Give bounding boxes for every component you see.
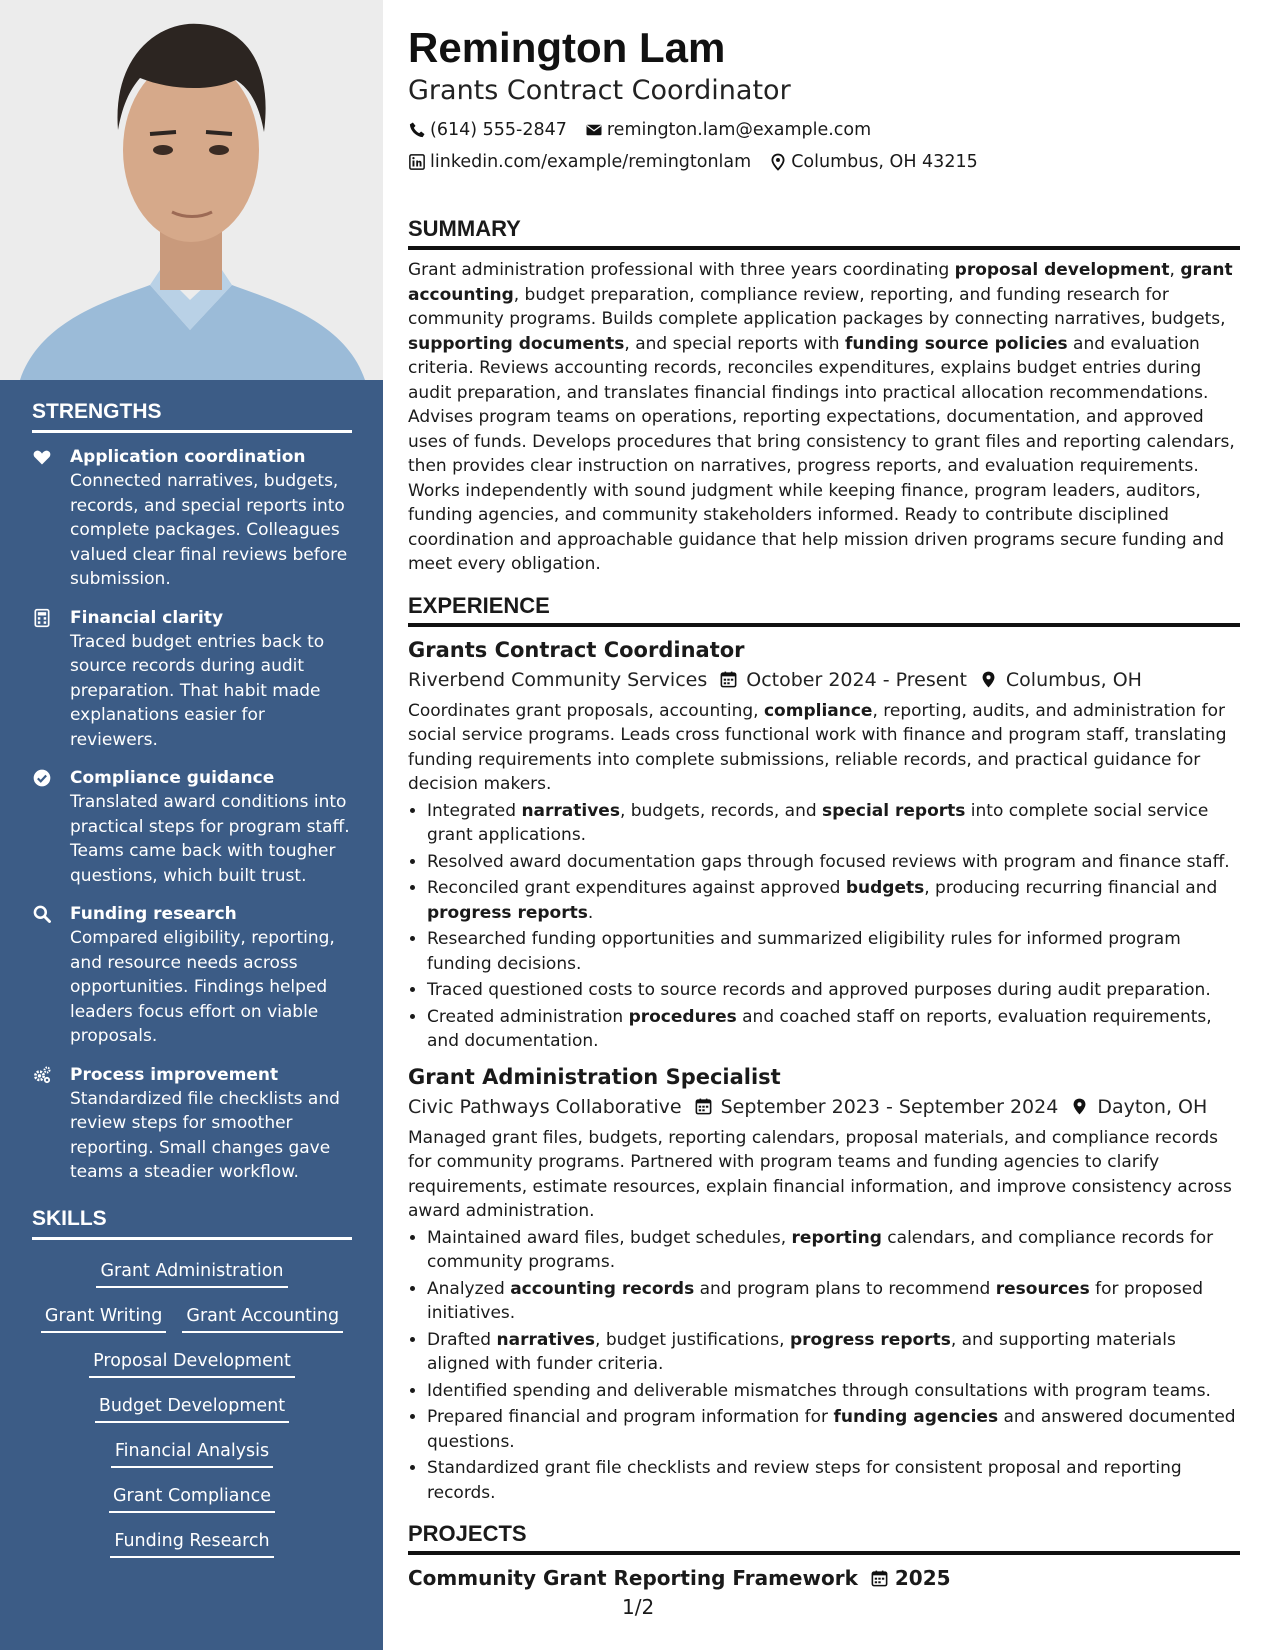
candidate-role: Grants Contract Coordinator [408, 75, 791, 106]
job-description: Managed grant files, budgets, reporting calendars, proposal materials, and compliance records for community programs. Partnered with program teams and funding agencies to clarify requirements, estimate resources, explain financial information, and improve consistency across award administration. [408, 1127, 1232, 1221]
calendar-icon [694, 1097, 713, 1116]
job-bullets [408, 799, 1240, 1054]
strength-item [32, 1063, 352, 1185]
heart-icon [32, 445, 70, 592]
skill-tag: Funding Research [110, 1527, 273, 1558]
envelope-icon [585, 121, 603, 139]
job-title: Grants Contract Coordinator [408, 637, 745, 662]
strength-item [32, 766, 352, 888]
skill-tag: Proposal Development [89, 1347, 295, 1378]
job-dates: September 2023 - September 2024 [720, 1095, 1059, 1118]
list-item: • Reconciled grant expenditures against approved budgets, producing recurring financial and progress reports. [427, 876, 1240, 925]
location-text: Columbus, OH 43215 [791, 152, 978, 172]
location-contact [769, 146, 978, 178]
page-number: 1/2 [622, 1595, 655, 1619]
phone-contact [408, 114, 567, 146]
main-content [408, 22, 1240, 1593]
map-pin-icon [979, 670, 998, 689]
sidebar-content [32, 400, 352, 1565]
job-meta [408, 665, 1240, 695]
gears-icon [32, 1063, 70, 1185]
list-item: • Drafted narratives, budget justifications, progress reports, and supporting materials aligned with funder criteria. [427, 1328, 1240, 1377]
contact-row [408, 114, 1240, 146]
project-entry [408, 1563, 1240, 1593]
list-item: • Integrated narratives, budgets, records, and special reports into complete social service grant applications. [427, 799, 1240, 848]
list-item: • Maintained award files, budget schedules, reporting calendars, and compliance records for community programs. [427, 1226, 1240, 1275]
strength-desc: Compared eligibility, reporting, and resource needs across opportunities. Findings helped leaders focus effort on viable proposals. [70, 928, 335, 1046]
list-item: • Identified spending and deliverable mismatches through consultations with program teams. [427, 1379, 1240, 1404]
strength-desc: Translated award conditions into practical steps for program staff. Teams came back with tougher questions, which built trust. [70, 792, 350, 886]
search-icon [32, 902, 70, 1049]
skill-tag: Budget Development [95, 1392, 289, 1423]
linkedin-link[interactable]: linkedin.com/example/remingtonlam [430, 152, 752, 172]
list-item: • Created administration procedures and coached staff on reports, evaluation requirements, and documentation. [427, 1005, 1240, 1054]
strength-title: Financial clarity [70, 607, 224, 628]
job-title: Grant Administration Specialist [408, 1064, 781, 1089]
list-item: • Traced questioned costs to source records and approved purposes during audit preparation. [427, 978, 1240, 1003]
map-pin-icon [1070, 1097, 1089, 1116]
skill-tag: Grant Accounting [182, 1302, 343, 1333]
candidate-name: Remington Lam [408, 24, 726, 71]
job-entry [408, 635, 1240, 1054]
calculator-icon [32, 606, 70, 753]
email-link[interactable]: remington.lam@example.com [606, 120, 872, 140]
project-year: 2025 [894, 1566, 951, 1590]
linkedin-icon [408, 153, 426, 171]
projects-heading: PROJECTS [408, 1521, 1240, 1555]
list-item: • Analyzed accounting records and program plans to recommend resources for proposed initiatives. [427, 1277, 1240, 1326]
job-location: Dayton, OH [1097, 1095, 1208, 1118]
strength-title: Application coordination [70, 447, 306, 467]
strength-desc: Standardized file checklists and review steps for smoother reporting. Small changes gave teams a steadier workflow. [70, 1088, 340, 1182]
strength-item [32, 445, 352, 592]
strength-item [32, 606, 352, 753]
calendar-icon [719, 670, 738, 689]
job-meta [408, 1092, 1240, 1122]
phone-text[interactable]: (614) 555-2847 [430, 120, 567, 140]
list-item: • Prepared financial and program information for funding agencies and answered documented questions. [427, 1405, 1240, 1454]
strength-desc: Traced budget entries back to source records during audit preparation. That habit made explanations easier for reviewers. [70, 631, 325, 750]
email-contact [585, 114, 871, 146]
linkedin-contact [408, 146, 751, 178]
map-pin-icon [769, 153, 787, 171]
strength-title: Process improvement [70, 1064, 279, 1085]
project-title: Community Grant Reporting Framework [408, 1566, 858, 1590]
summary-text: Grant administration professional with three years coordinating proposal development, grant accounting, budget preparation, compliance review, reporting, and funding research for community programs. Builds complete application packages by connecting narratives, budgets, supporting documents, and special reports with funding source policies and evaluation criteria. Reviews accounting records, reconciles expenditures, explains budget entries during audit preparation, and translates financial findings into practical allocation recommendations. Advises program teams on operations, reporting expectations, documentation, and approved uses of funds. Develops procedures that bring consistency to grant files and reporting calendars, then provides clear instruction on narratives, progress reports, and evaluation requirements. Works independently with sound judgment while keeping finance, program leaders, auditors, funding agencies, and community stakeholders informed. Ready to contribute disciplined coordination and approachable guidance that help mission driven programs secure funding and meet every obligation. [408, 260, 1235, 574]
job-location: Columbus, OH [1005, 668, 1142, 691]
contact-row [408, 146, 1240, 178]
strength-item [32, 902, 352, 1049]
company-name: Riverbend Community Services [408, 668, 708, 691]
profile-photo [0, 0, 383, 380]
strength-title: Funding research [70, 904, 237, 924]
experience-heading: EXPERIENCE [408, 593, 1240, 627]
job-description: Coordinates grant proposals, accounting, compliance, reporting, audits, and administration for social service programs. Leads cross functional work with finance and program staff, translating funding requirements into complete submissions, reliable records, and practical guidance for decision makers. [408, 700, 1227, 794]
job-bullets [408, 1226, 1240, 1506]
summary-heading: SUMMARY [408, 216, 1240, 250]
list-item: • Researched funding opportunities and summarized eligibility rules for informed program funding decisions. [427, 927, 1240, 976]
skill-tag: Grant Writing [41, 1302, 167, 1333]
skill-tag: Grant Administration [96, 1257, 287, 1288]
phone-icon [408, 121, 426, 139]
job-dates: October 2024 - Present [746, 668, 967, 691]
skill-tag: Grant Compliance [109, 1482, 275, 1513]
skills-list [32, 1250, 352, 1565]
strength-desc: Connected narratives, budgets, records, and special reports into complete packages. Colleagues valued clear final reviews before submission. [70, 471, 348, 589]
strength-title: Compliance guidance [70, 768, 275, 788]
list-item: • Standardized grant file checklists and review steps for consistent proposal and reporting records. [427, 1456, 1240, 1505]
calendar-icon [870, 1569, 889, 1588]
check-circle-icon [32, 766, 70, 888]
sidebar [0, 0, 383, 1650]
company-name: Civic Pathways Collaborative [408, 1095, 682, 1118]
list-item: • Resolved award documentation gaps through focused reviews with program and finance staff. [427, 850, 1240, 875]
skills-heading: SKILLS [32, 1207, 352, 1240]
job-entry [408, 1062, 1240, 1506]
strengths-heading: STRENGTHS [32, 400, 352, 433]
skill-tag: Financial Analysis [111, 1437, 273, 1468]
